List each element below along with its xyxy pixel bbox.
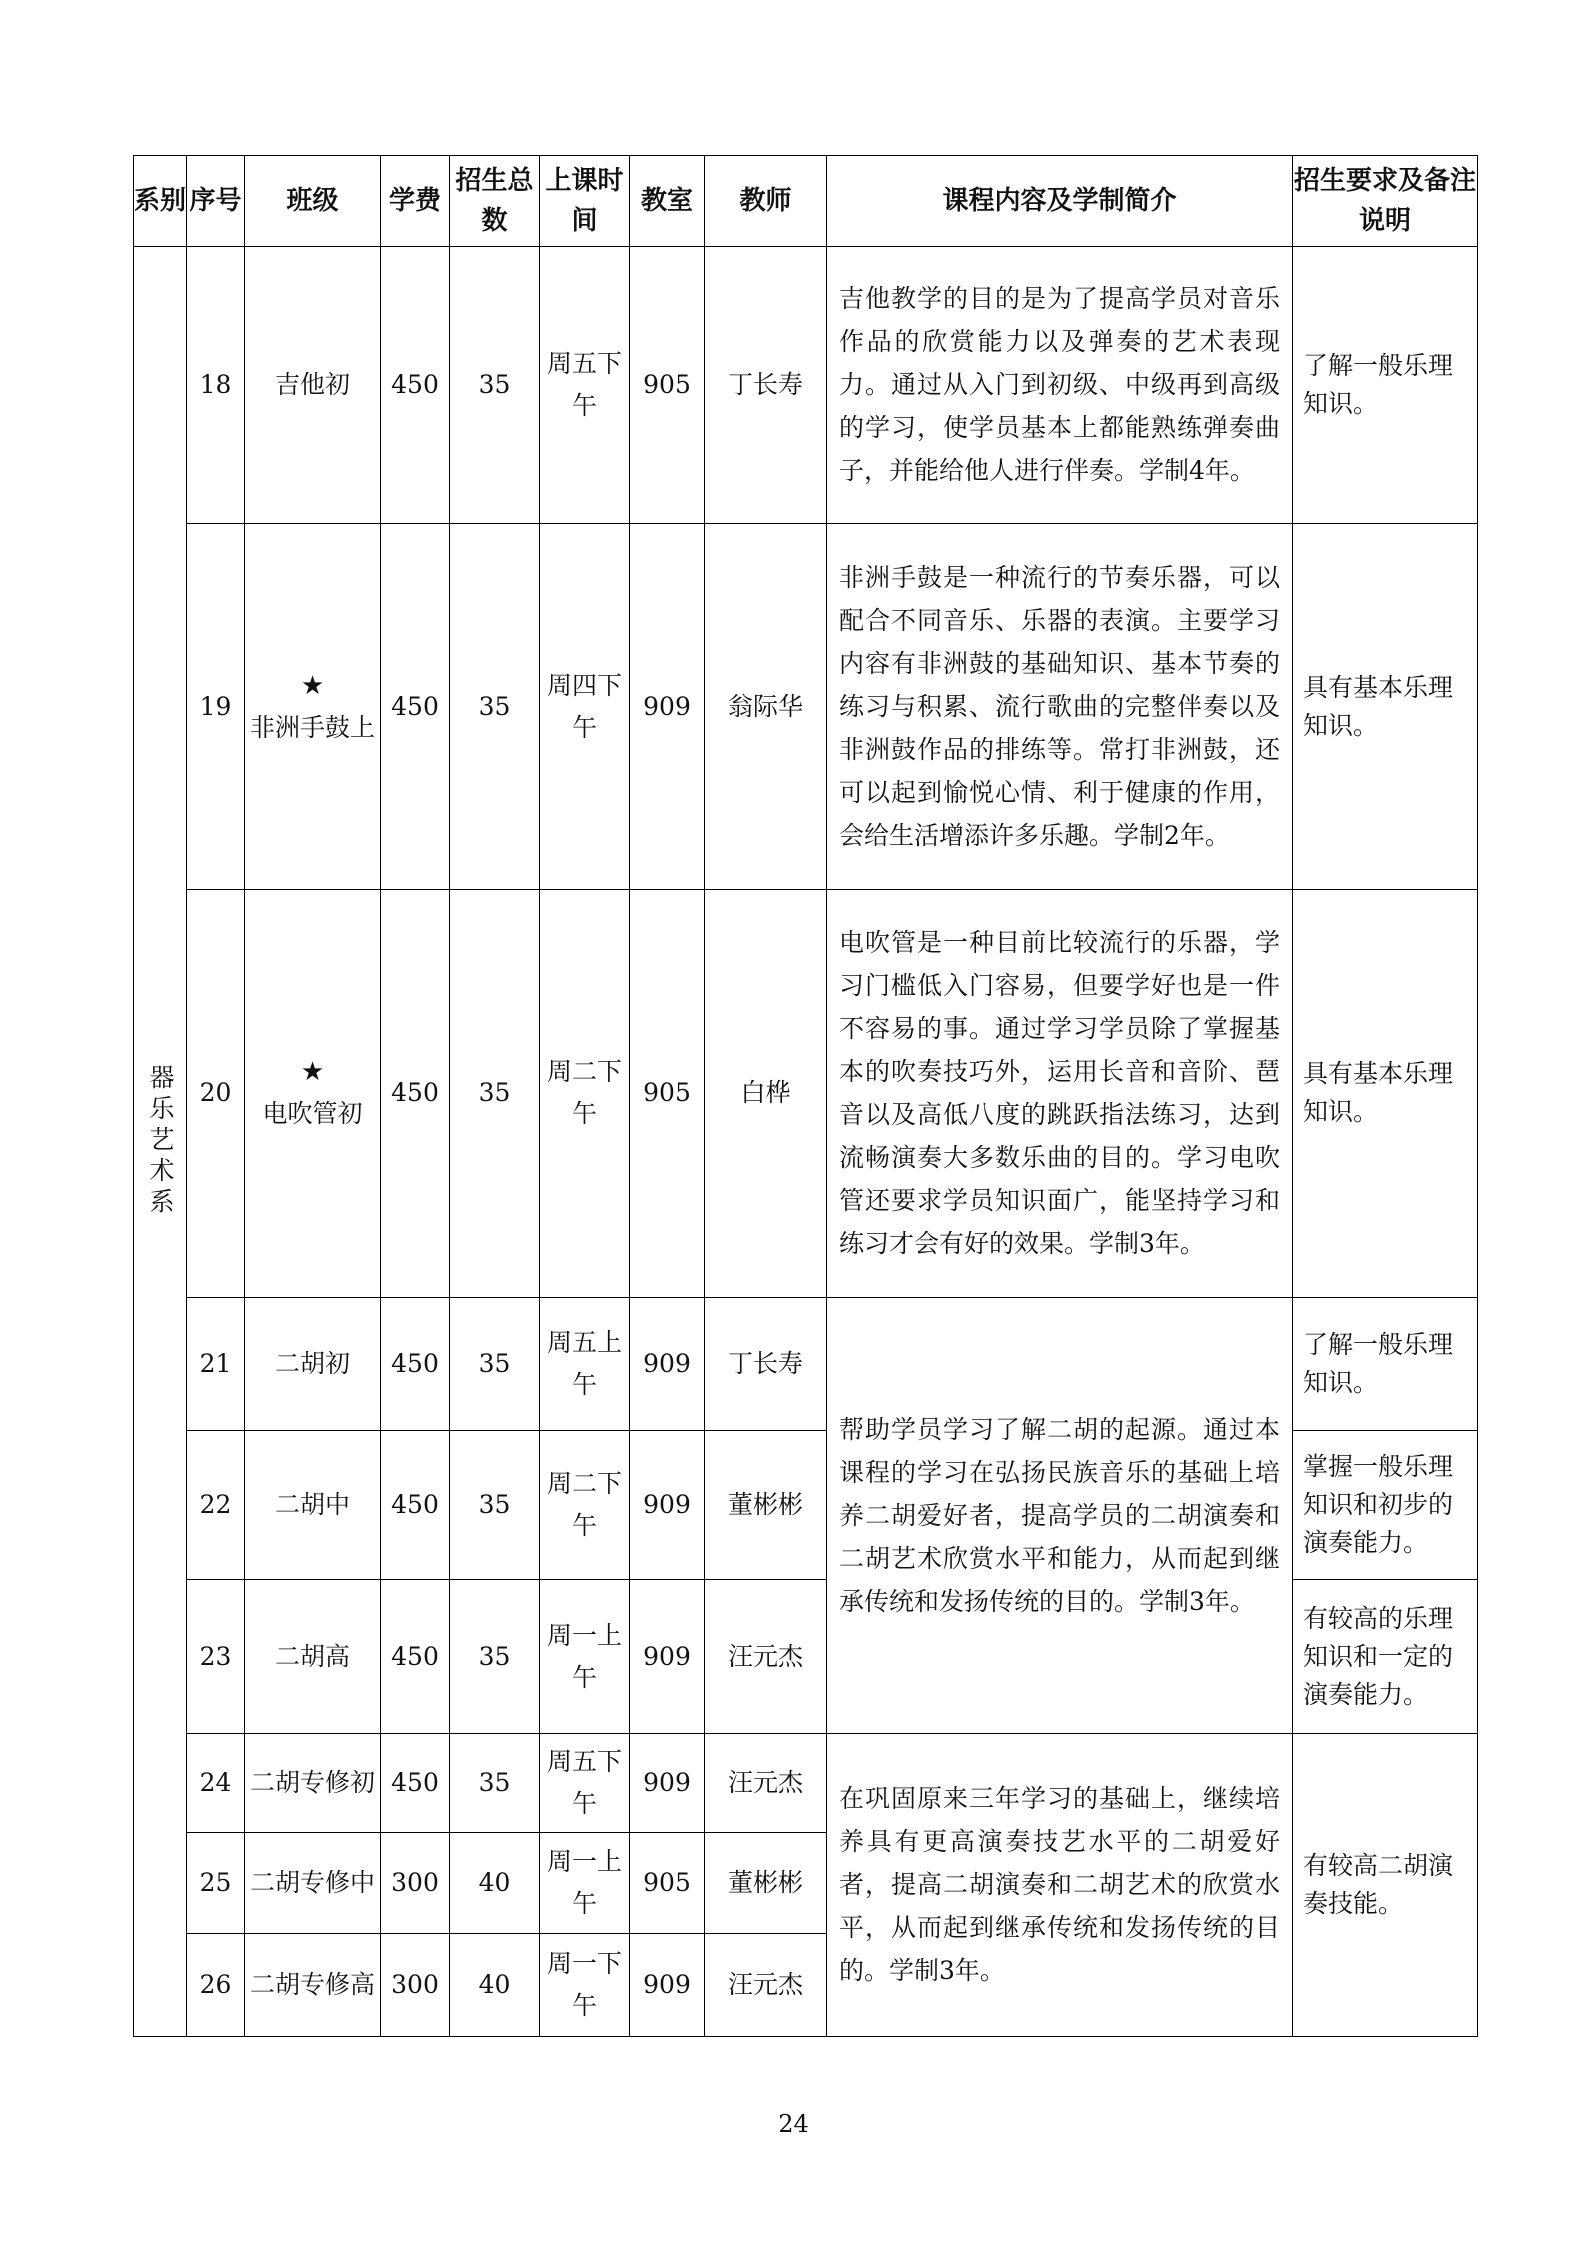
cell-fee: 300 [381, 1832, 450, 1933]
cell-class [245, 523, 381, 890]
cell-fee: 450 [381, 890, 450, 1297]
header-dept: 系别 [134, 156, 187, 247]
cell-class [245, 1297, 381, 1430]
cell-req: 具有基本乐理知识。 [1293, 523, 1478, 890]
cell-room: 905 [630, 246, 705, 523]
cell-class [245, 1933, 381, 2036]
class-name: 二胡专修高 [249, 1969, 375, 1999]
cell-req: 具有基本乐理知识。 [1293, 890, 1478, 1297]
cell-fee: 450 [381, 1297, 450, 1430]
cell-class [245, 246, 381, 523]
table-row [134, 1733, 1478, 1832]
cell-time: 周一上午 [540, 1580, 630, 1734]
cell-fee: 300 [381, 1933, 450, 2036]
cell-room: 909 [630, 1297, 705, 1430]
cell-intro: 吉他教学的目的是为了提高学员对音乐作品的欣赏能力以及弹奏的艺术表现力。通过从入门到初级、中级再到高级的学习，使学员基本上都能熟练弹奏曲子，并能给他人进行伴奏。学制4年。 [827, 246, 1293, 523]
cell-teacher: 白桦 [705, 890, 827, 1297]
cell-quota: 35 [450, 1430, 540, 1580]
cell-req: 了解一般乐理知识。 [1293, 1297, 1478, 1430]
cell-time: 周五下午 [540, 246, 630, 523]
table-row [134, 523, 1478, 890]
course-table [133, 155, 1478, 2037]
cell-class [245, 1832, 381, 1933]
cell-time: 周五下午 [540, 1733, 630, 1832]
cell-intro: 非洲手鼓是一种流行的节奏乐器，可以配合不同音乐、乐器的表演。主要学习内容有非洲鼓的基础知识、基本节奏的练习与积累、流行歌曲的完整伴奏以及非洲鼓作品的排练等。常打非洲鼓，还可以起到愉悦心情、利于健康的作用，会给生活增添许多乐趣。学制2年。 [827, 523, 1293, 890]
cell-req: 了解一般乐理知识。 [1293, 246, 1478, 523]
cell-time: 周五上午 [540, 1297, 630, 1430]
class-name: 二胡高 [274, 1641, 350, 1671]
star-icon: ★ [300, 670, 325, 701]
class-name: 电吹管初 [262, 1099, 363, 1129]
cell-no: 21 [187, 1297, 245, 1430]
class-name: 吉他初 [274, 369, 350, 399]
cell-class [245, 1580, 381, 1734]
cell-req: 有较高的乐理知识和一定的演奏能力。 [1293, 1580, 1478, 1734]
cell-teacher: 汪元杰 [705, 1580, 827, 1734]
cell-fee: 450 [381, 1430, 450, 1580]
header-row [134, 156, 1478, 247]
cell-teacher: 翁际华 [705, 523, 827, 890]
class-name: 二胡初 [274, 1348, 350, 1378]
header-room: 教室 [630, 156, 705, 247]
header-req: 招生要求及备注说明 [1293, 156, 1478, 247]
header-time: 上课时间 [540, 156, 630, 247]
header-teacher: 教师 [705, 156, 827, 247]
cell-req: 有较高二胡演奏技能。 [1293, 1733, 1478, 2036]
cell-quota: 35 [450, 890, 540, 1297]
cell-teacher: 董彬彬 [705, 1832, 827, 1933]
cell-req: 掌握一般乐理知识和初步的演奏能力。 [1293, 1430, 1478, 1580]
cell-room: 909 [630, 1933, 705, 2036]
cell-class [245, 890, 381, 1297]
cell-intro: 在巩固原来三年学习的基础上，继续培养具有更高演奏技艺水平的二胡爱好者，提高二胡演奏和二胡艺术的欣赏水平，从而起到继承传统和发扬传统的目的。学制3年。 [827, 1733, 1293, 2036]
cell-time: 周四下午 [540, 523, 630, 890]
cell-fee: 450 [381, 1580, 450, 1734]
cell-no: 20 [187, 890, 245, 1297]
cell-class [245, 1733, 381, 1832]
class-name: 二胡专修中 [249, 1867, 375, 1897]
class-name: 二胡中 [274, 1490, 350, 1520]
cell-room: 909 [630, 1580, 705, 1734]
cell-quota: 35 [450, 1580, 540, 1734]
cell-no: 23 [187, 1580, 245, 1734]
cell-time: 周一下午 [540, 1933, 630, 2036]
cell-quota: 40 [450, 1832, 540, 1933]
cell-teacher: 董彬彬 [705, 1430, 827, 1580]
page-number: 24 [778, 2110, 809, 2138]
cell-room: 909 [630, 523, 705, 890]
cell-intro: 电吹管是一种目前比较流行的乐器，学习门槛低入门容易，但要学好也是一件不容易的事。通过学习学员除了掌握基本的吹奏技巧外，运用长音和音阶、琶音以及高低八度的跳跃指法练习，达到流畅演奏大多数乐曲的目的。学习电吹管还要求学员知识面广，能坚持学习和练习才会有好的效果。学制3年。 [827, 890, 1293, 1297]
cell-quota: 35 [450, 1297, 540, 1430]
cell-intro: 帮助学员学习了解二胡的起源。通过本课程的学习在弘扬民族音乐的基础上培养二胡爱好者，提高学员的二胡演奏和二胡艺术欣赏水平和能力，从而起到继承传统和发扬传统的目的。学制3年。 [827, 1297, 1293, 1733]
table-row [134, 246, 1478, 523]
cell-room: 905 [630, 890, 705, 1297]
cell-no: 22 [187, 1430, 245, 1580]
department-name: 器乐艺术系 [146, 1063, 175, 1219]
cell-teacher: 汪元杰 [705, 1733, 827, 1832]
cell-no: 25 [187, 1832, 245, 1933]
cell-no: 26 [187, 1933, 245, 2036]
header-fee: 学费 [381, 156, 450, 247]
cell-quota: 40 [450, 1933, 540, 2036]
cell-fee: 450 [381, 1733, 450, 1832]
cell-quota: 35 [450, 523, 540, 890]
cell-teacher: 丁长寿 [705, 1297, 827, 1430]
cell-teacher: 汪元杰 [705, 1933, 827, 2036]
cell-no: 24 [187, 1733, 245, 1832]
cell-time: 周一上午 [540, 1832, 630, 1933]
cell-room: 909 [630, 1430, 705, 1580]
table-row [134, 1297, 1478, 1430]
header-no: 序号 [187, 156, 245, 247]
header-intro: 课程内容及学制简介 [827, 156, 1293, 247]
cell-no: 18 [187, 246, 245, 523]
star-icon: ★ [300, 1057, 325, 1088]
header-quota: 招生总数 [450, 156, 540, 247]
cell-teacher: 丁长寿 [705, 246, 827, 523]
table-row [134, 890, 1478, 1297]
cell-no: 19 [187, 523, 245, 890]
cell-room: 905 [630, 1832, 705, 1933]
class-name: 二胡专修初 [249, 1767, 375, 1797]
class-name: 非洲手鼓上 [249, 712, 375, 742]
cell-room: 909 [630, 1733, 705, 1832]
department-cell [134, 246, 187, 2036]
cell-quota: 35 [450, 1733, 540, 1832]
cell-fee: 450 [381, 523, 450, 890]
cell-time: 周二下午 [540, 890, 630, 1297]
cell-class [245, 1430, 381, 1580]
cell-fee: 450 [381, 246, 450, 523]
header-class: 班级 [245, 156, 381, 247]
cell-quota: 35 [450, 246, 540, 523]
cell-time: 周二下午 [540, 1430, 630, 1580]
